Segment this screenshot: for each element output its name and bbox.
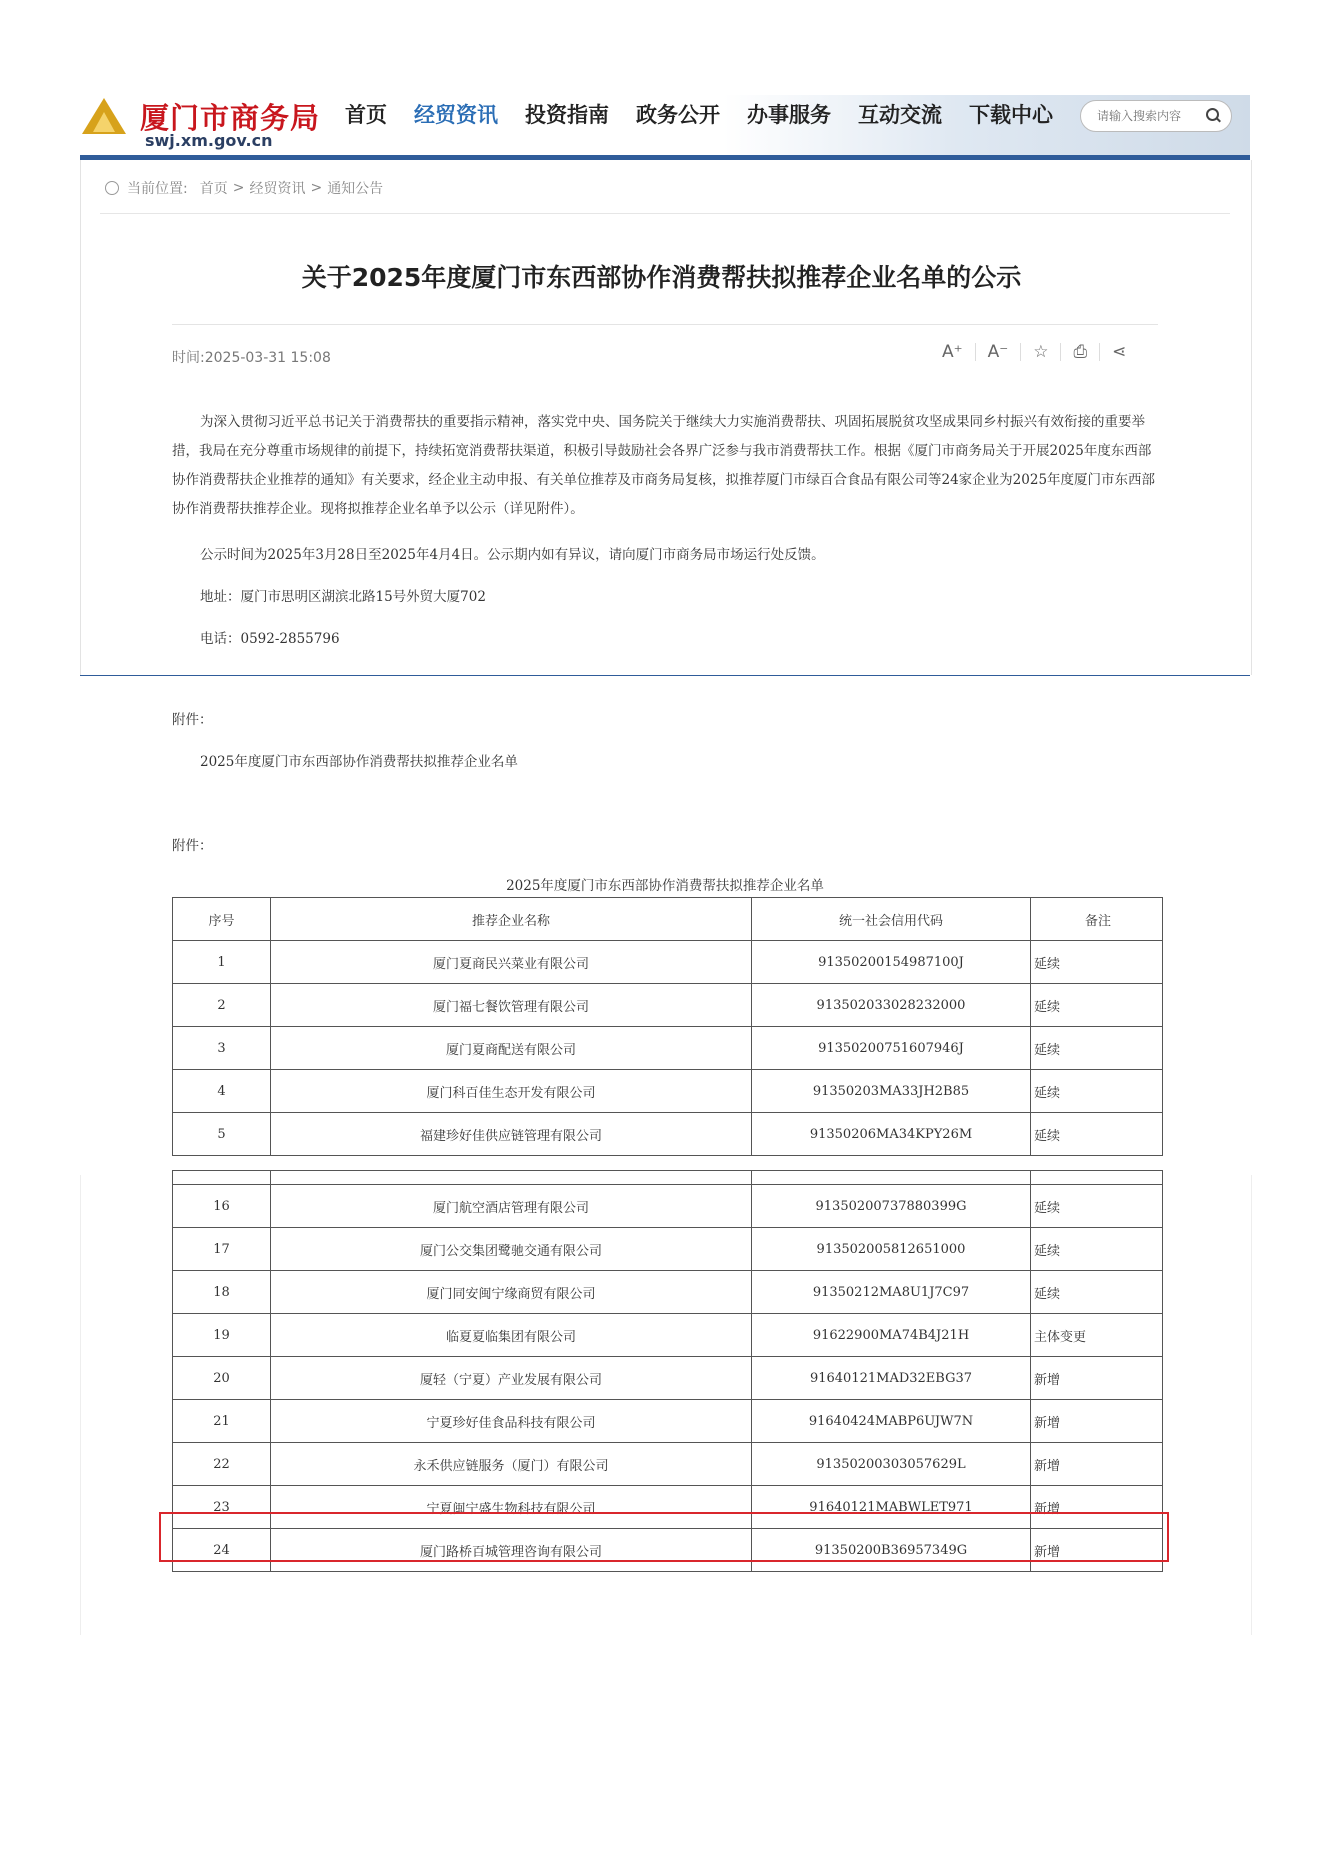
cell-remark: 延续 bbox=[1031, 1070, 1163, 1113]
highlight-box bbox=[159, 1512, 1169, 1562]
share-icon[interactable]: ⋖ bbox=[1112, 342, 1127, 362]
table-header-row bbox=[173, 898, 1163, 941]
cell-index: 20 bbox=[173, 1357, 271, 1400]
cell-credit-code: 913502033028232000 bbox=[752, 984, 1031, 1027]
phone: 电话：0592-2855796 bbox=[200, 631, 340, 647]
page-title: 关于2025年度厦门市东西部协作消费帮扶拟推荐企业名单的公示 bbox=[301, 263, 1022, 292]
nav-services[interactable]: 办事服务 bbox=[747, 103, 831, 127]
breadcrumb-divider bbox=[100, 213, 1230, 214]
header-company: 推荐企业名称 bbox=[271, 898, 752, 941]
cell-index: 16 bbox=[173, 1185, 271, 1228]
table-row bbox=[173, 1070, 1163, 1113]
breadcrumb-notices[interactable]: 通知公告 bbox=[327, 181, 384, 197]
print-icon[interactable]: ⎙ bbox=[1061, 343, 1100, 361]
table-row bbox=[173, 1113, 1163, 1156]
cell-index: 17 bbox=[173, 1228, 271, 1271]
cell-remark: 新增 bbox=[1031, 1529, 1163, 1572]
nav-investment-guide[interactable]: 投资指南 bbox=[525, 103, 609, 127]
main-nav bbox=[345, 100, 1080, 130]
header-index: 序号 bbox=[173, 898, 271, 941]
cell-company: 福建珍好佳供应链管理有限公司 bbox=[271, 1113, 752, 1156]
article-paragraph-2: 公示时间为2025年3月28日至2025年4月4日。公示期内如有异议，请向厦门市商务局市场运行处反馈。 bbox=[200, 547, 825, 563]
font-decrease-icon[interactable]: A⁻ bbox=[976, 343, 1022, 361]
cell-index: 18 bbox=[173, 1271, 271, 1314]
breadcrumb-sep: > bbox=[310, 180, 323, 196]
nav-trade-news[interactable]: 经贸资讯 bbox=[414, 103, 498, 127]
cell-credit-code: 91350212MA8U1J7C97 bbox=[752, 1271, 1031, 1314]
table-spacer-row bbox=[173, 1171, 1163, 1185]
font-increase-icon[interactable]: A⁺ bbox=[930, 343, 976, 361]
cell-index: 21 bbox=[173, 1400, 271, 1443]
cell-index: 3 bbox=[173, 1027, 271, 1070]
address: 地址：厦门市思明区湖滨北路15号外贸大厦702 bbox=[200, 589, 486, 605]
cell-credit-code: 91640424MABP6UJW7N bbox=[752, 1400, 1031, 1443]
attachment-label-2: 附件： bbox=[172, 838, 213, 854]
nav-interaction[interactable]: 互动交流 bbox=[858, 103, 942, 127]
table-row bbox=[173, 1400, 1163, 1443]
cell-index: 23 bbox=[173, 1486, 271, 1529]
cell-remark: 新增 bbox=[1031, 1400, 1163, 1443]
cell-credit-code: 91350206MA34KPY26M bbox=[752, 1113, 1031, 1156]
cell-company: 厦轻（宁夏）产业发展有限公司 bbox=[271, 1357, 752, 1400]
table-row bbox=[173, 1027, 1163, 1070]
company-table-top bbox=[172, 897, 1163, 1156]
cell-company: 厦门夏商配送有限公司 bbox=[271, 1027, 752, 1070]
breadcrumb bbox=[105, 178, 383, 198]
title-divider bbox=[172, 324, 1158, 325]
cell-company: 宁夏珍好佳食品科技有限公司 bbox=[271, 1400, 752, 1443]
site-logo-title[interactable]: 厦门市商务局 bbox=[140, 101, 321, 135]
cell-credit-code: 913502005812651000 bbox=[752, 1228, 1031, 1271]
cell-company: 厦门科百佳生态开发有限公司 bbox=[271, 1070, 752, 1113]
table-row bbox=[173, 984, 1163, 1027]
cell-remark: 延续 bbox=[1031, 1113, 1163, 1156]
attachment-label: 附件： bbox=[172, 712, 213, 728]
table-row bbox=[173, 1271, 1163, 1314]
cell-company: 厦门夏商民兴菜业有限公司 bbox=[271, 941, 752, 984]
cell-index: 19 bbox=[173, 1314, 271, 1357]
content-divider bbox=[80, 675, 1250, 676]
cell-company: 厦门路桥百城管理咨询有限公司 bbox=[271, 1529, 752, 1572]
cell-remark: 延续 bbox=[1031, 941, 1163, 984]
cell-credit-code: 91350200B36957349G bbox=[752, 1529, 1031, 1572]
cell-remark: 延续 bbox=[1031, 1271, 1163, 1314]
cell-index: 5 bbox=[173, 1113, 271, 1156]
cell-credit-code: 91622900MA74B4J21H bbox=[752, 1314, 1031, 1357]
breadcrumb-home[interactable]: 首页 bbox=[199, 181, 228, 197]
cell-credit-code: 91350200303057629L bbox=[752, 1443, 1031, 1486]
cell-company: 厦门福七餐饮管理有限公司 bbox=[271, 984, 752, 1027]
table-row bbox=[173, 1443, 1163, 1486]
table-row bbox=[173, 1357, 1163, 1400]
location-icon bbox=[105, 181, 119, 195]
cell-remark: 新增 bbox=[1031, 1486, 1163, 1529]
cell-index: 22 bbox=[173, 1443, 271, 1486]
cell-remark: 延续 bbox=[1031, 1185, 1163, 1228]
search-icon[interactable] bbox=[1206, 108, 1219, 121]
cell-index: 24 bbox=[173, 1529, 271, 1572]
table-row bbox=[173, 1185, 1163, 1228]
cell-remark: 新增 bbox=[1031, 1357, 1163, 1400]
cell-index: 1 bbox=[173, 941, 271, 984]
cell-credit-code: 91640121MAD32EBG37 bbox=[752, 1357, 1031, 1400]
cell-company: 厦门公交集团鹭驰交通有限公司 bbox=[271, 1228, 752, 1271]
article-tools bbox=[930, 343, 1138, 361]
cell-remark: 新增 bbox=[1031, 1443, 1163, 1486]
cell-credit-code: 91350203MA33JH2B85 bbox=[752, 1070, 1031, 1113]
cell-remark: 延续 bbox=[1031, 1228, 1163, 1271]
cell-company: 临夏夏临集团有限公司 bbox=[271, 1314, 752, 1357]
search-input[interactable] bbox=[1095, 101, 1209, 131]
cell-index: 2 bbox=[173, 984, 271, 1027]
cell-credit-code: 91350200737880399G bbox=[752, 1185, 1031, 1228]
breadcrumb-trade-news[interactable]: 经贸资讯 bbox=[249, 181, 306, 197]
cell-credit-code: 91640121MABWLET971 bbox=[752, 1486, 1031, 1529]
nav-downloads[interactable]: 下载中心 bbox=[969, 103, 1053, 127]
cell-company: 宁夏闽宁盛生物科技有限公司 bbox=[271, 1486, 752, 1529]
cell-company: 永禾供应链服务（厦门）有限公司 bbox=[271, 1443, 752, 1486]
nav-government-affairs[interactable]: 政务公开 bbox=[636, 103, 720, 127]
cell-company: 厦门航空酒店管理有限公司 bbox=[271, 1185, 752, 1228]
table-caption: 2025年度厦门市东西部协作消费帮扶拟推荐企业名单 bbox=[506, 878, 824, 894]
table-row bbox=[173, 1314, 1163, 1357]
cell-remark: 主体变更 bbox=[1031, 1314, 1163, 1357]
breadcrumb-label: 当前位置: bbox=[127, 181, 188, 197]
publish-date: 时间:2025-03-31 15:08 bbox=[172, 350, 331, 366]
cell-remark: 延续 bbox=[1031, 1027, 1163, 1070]
article-paragraph-1: 为深入贯彻习近平总书记关于消费帮扶的重要指示精神，落实党中央、国务院关于继续大力实施消费帮扶、巩固拓展脱贫攻坚成果同乡村振兴有效衔接的重要举措，我局在充分尊重市场规律的前提下，持续拓宽消费帮扶渠道，积极引导鼓励社会各界广泛参与我市消费帮扶工作。根据《厦门市商务局关于开展2025年度东西部协作消费帮扶企业推荐的通知》有关要求，经企业主动申报、有关单位推荐及市商务局复核，拟推荐厦门市绿百合食品有限公司等24家企业为2025年度厦门市东西部协作消费帮扶推荐企业。现将拟推荐企业名单予以公示（详见附件）。 bbox=[172, 414, 1156, 517]
cell-index: 4 bbox=[173, 1070, 271, 1113]
header-credit-code: 统一社会信用代码 bbox=[752, 898, 1031, 941]
header-remark: 备注 bbox=[1031, 898, 1163, 941]
cell-remark: 延续 bbox=[1031, 984, 1163, 1027]
nav-home[interactable]: 首页 bbox=[345, 103, 387, 127]
cell-company: 厦门同安闽宁缘商贸有限公司 bbox=[271, 1271, 752, 1314]
cell-credit-code: 91350200751607946J bbox=[752, 1027, 1031, 1070]
site-logo-domain[interactable]: swj.xm.gov.cn bbox=[145, 131, 273, 150]
logo-icon[interactable] bbox=[82, 98, 126, 134]
table-row bbox=[173, 1228, 1163, 1271]
star-icon[interactable]: ☆ bbox=[1021, 343, 1061, 361]
breadcrumb-sep: > bbox=[232, 180, 245, 196]
table-row bbox=[173, 941, 1163, 984]
search-box bbox=[1080, 100, 1232, 132]
attachment-link[interactable]: 2025年度厦门市东西部协作消费帮扶拟推荐企业名单 bbox=[200, 754, 518, 770]
cell-credit-code: 91350200154987100J bbox=[752, 941, 1031, 984]
